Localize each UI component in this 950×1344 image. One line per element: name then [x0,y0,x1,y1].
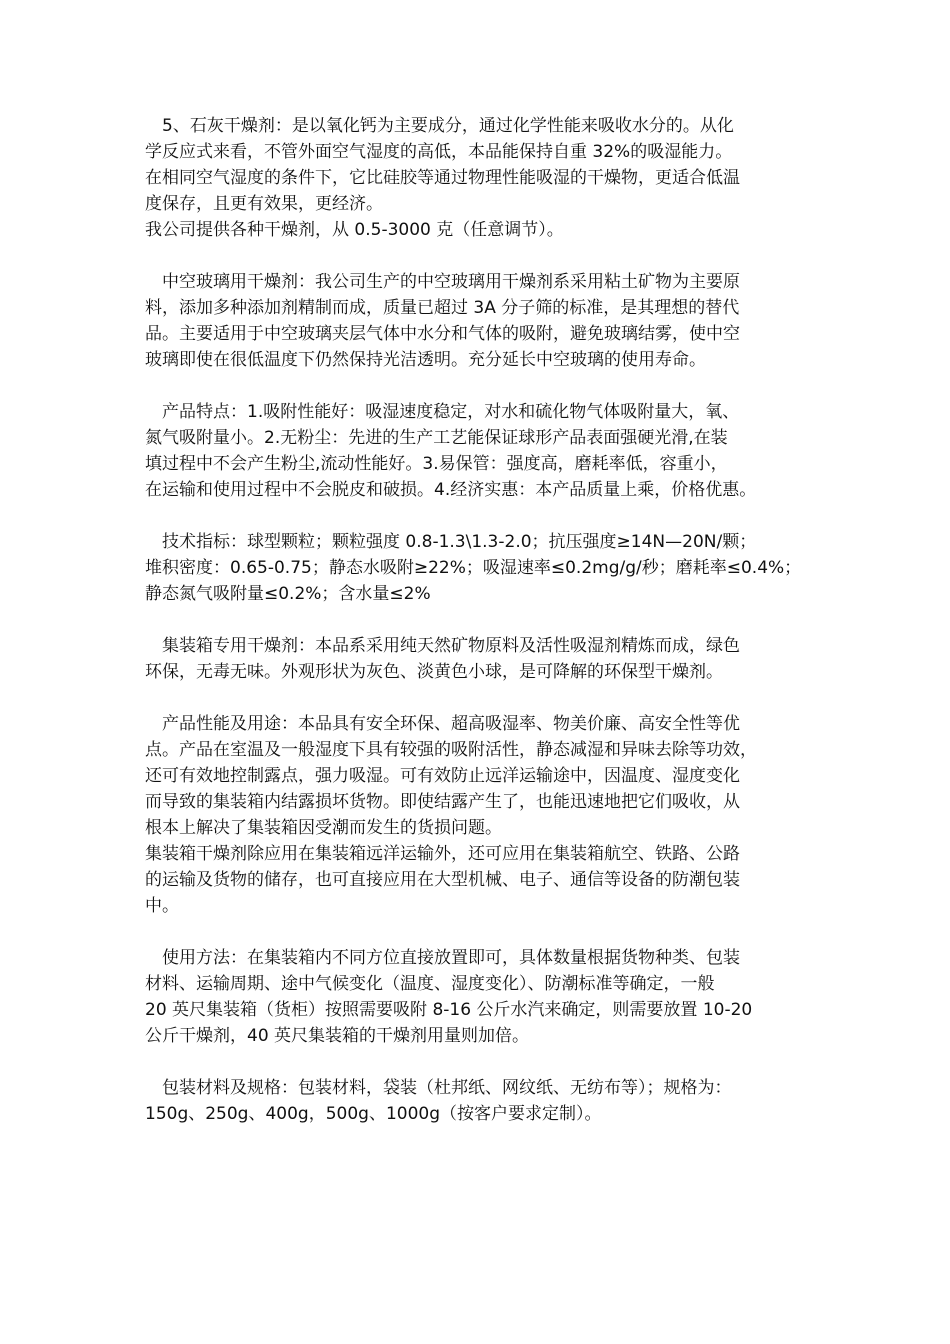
text-line: 而导致的集装箱内结露损坏货物。即使结露产生了，也能迅速地把它们吸收，从 [145,792,740,812]
paragraph-container-desiccant [145,633,810,685]
text-line: 根本上解决了集装箱因受潮而发生的货损问题。 [145,818,502,838]
text-line: 150g、250g、400g，500g、1000g（按客户要求定制）。 [145,1104,602,1124]
paragraph-packaging-specs [145,1075,810,1127]
paragraph-lime-desiccant [145,113,810,243]
text-line: 在相同空气湿度的条件下，它比硅胶等通过物理性能吸湿的干燥物，更适合低温 [145,168,740,188]
text-line: 技术指标：球型颗粒；颗粒强度 0.8-1.3\1.3-2.0；抗压强度≥14N—20N/颗； [162,532,757,552]
paragraph-technical-specs [145,529,810,607]
text-line: 在运输和使用过程中不会脱皮和破损。4.经济实惠：本产品质量上乘，价格优惠。 [145,480,757,500]
text-line: 我公司提供各种干燥剂，从 0.5-3000 克（任意调节）。 [145,220,564,240]
text-line: 5、石灰干燥剂：是以氧化钙为主要成分，通过化学性能来吸收水分的。从化 [162,116,734,136]
text-line: 环保，无毒无味。外观形状为灰色、淡黄色小球，是可降解的环保型干燥剂。 [145,662,723,682]
text-line: 的运输及货物的储存，也可直接应用在大型机械、电子、通信等设备的防潮包装 [145,870,740,890]
text-line: 使用方法：在集装箱内不同方位直接放置即可，具体数量根据货物种类、包装 [162,948,740,968]
paragraph-product-features [145,399,810,503]
paragraph-insulating-glass-desiccant [145,269,810,373]
paragraph-usage-method [145,945,810,1049]
paragraph-performance-uses [145,711,810,919]
text-line: 集装箱专用干燥剂：本品系采用纯天然矿物原料及活性吸湿剂精炼而成，绿色 [162,636,740,656]
text-line: 静态氮气吸附量≤0.2%；含水量≤2% [145,584,431,604]
text-line: 产品特点：1.吸附性能好：吸湿速度稳定，对水和硫化物气体吸附量大，氧、 [162,402,740,422]
text-line: 集装箱干燥剂除应用在集装箱远洋运输外，还可应用在集装箱航空、铁路、公路 [145,844,740,864]
text-line: 中。 [145,896,179,916]
text-line: 度保存，且更有效果，更经济。 [145,194,383,214]
text-line: 品。主要适用于中空玻璃夹层气体中水分和气体的吸附，避免玻璃结雾，使中空 [145,324,740,344]
text-line: 中空玻璃用干燥剂：我公司生产的中空玻璃用干燥剂系采用粘土矿物为主要原 [162,272,740,292]
text-line: 玻璃即使在很低温度下仍然保持光洁透明。充分延长中空玻璃的使用寿命。 [145,350,706,370]
text-line: 材料、运输周期、途中气候变化（温度、湿度变化）、防潮标准等确定，一般 [145,974,715,994]
text-line: 填过程中不会产生粉尘,流动性能好。3.易保管：强度高，磨耗率低，容重小， [145,454,728,474]
text-line: 公斤干燥剂，40 英尺集装箱的干燥剂用量则加倍。 [145,1026,530,1046]
text-line: 20 英尺集装箱（货柜）按照需要吸附 8-16 公斤水汽来确定，则需要放置 10-20 [145,1000,753,1020]
text-line: 料，添加多种添加剂精制而成，质量已超过 3A 分子筛的标准，是其理想的替代 [145,298,740,318]
text-line: 氮气吸附量小。2.无粉尘：先进的生产工艺能保证球形产品表面强硬光滑,在装 [145,428,728,448]
text-line: 产品性能及用途：本品具有安全环保、超高吸湿率、物美价廉、高安全性等优 [162,714,740,734]
text-line: 点。产品在室温及一般湿度下具有较强的吸附活性，静态减湿和异味去除等功效， [145,740,757,760]
text-line: 包装材料及规格：包装材料，袋装（杜邦纸、网纹纸、无纺布等）；规格为： [162,1078,732,1098]
text-line: 还可有效地控制露点，强力吸湿。可有效防止远洋运输途中，因温度、湿度变化 [145,766,740,786]
text-line: 学反应式来看，不管外面空气湿度的高低，本品能保持自重 32%的吸湿能力。 [145,142,733,162]
document-body [145,113,810,1153]
text-line: 堆积密度：0.65-0.75；静态水吸附≥22%；吸湿速率≤0.2mg/g/秒；磨耗率≤0.4%； [145,558,802,578]
